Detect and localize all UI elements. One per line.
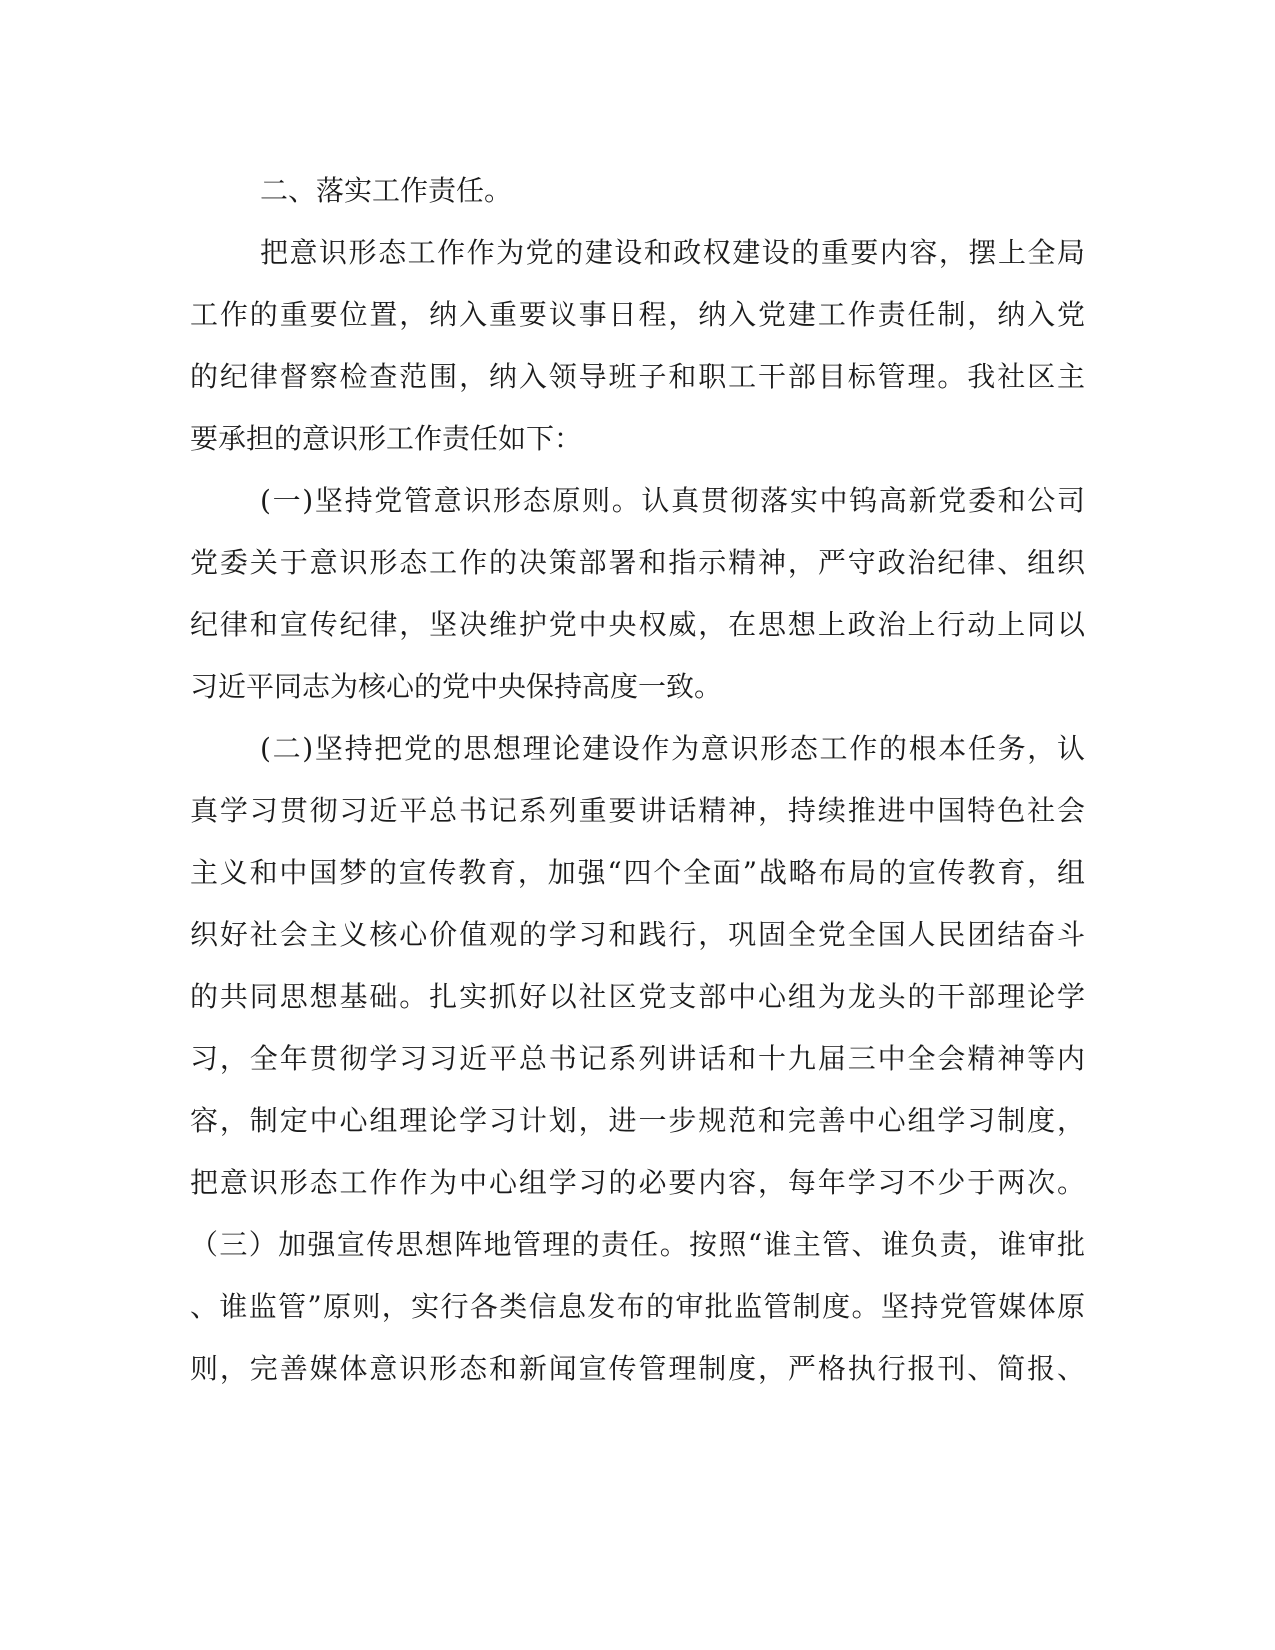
- paragraph-line: 要承担的意识形工作责任如下：: [190, 422, 583, 455]
- paragraph-line: 把意识形态工作作为党的建设和政权建设的重要内容，摆上全局: [260, 236, 1085, 269]
- paragraph-line: 的纪律督察检查范围，纳入领导班子和职工干部目标管理。我社区主: [190, 360, 1085, 393]
- paragraph-line: 则，完善媒体意识形态和新闻宣传管理制度，严格执行报刊、简报、: [190, 1352, 1085, 1385]
- paragraph-line: 党委关于意识形态工作的决策部署和指示精神，严守政治纪律、组织: [190, 546, 1085, 579]
- body-text: [190, 160, 1085, 1400]
- paragraph-line: 的共同思想基础。扎实抓好以社区党支部中心组为龙头的干部理论学: [190, 980, 1085, 1013]
- paragraph-line: 纪律和宣传纪律，坚决维护党中央权威，在思想上政治上行动上同以: [190, 608, 1085, 641]
- paragraph-line: (二)坚持把党的思想理论建设作为意识形态工作的根本任务，认: [260, 732, 1085, 765]
- paragraph-line: 习，全年贯彻学习习近平总书记系列讲话和十九届三中全会精神等内: [190, 1042, 1085, 1075]
- paragraph-line: 主义和中国梦的宣传教育，加强“四个全面”战略布局的宣传教育，组: [190, 856, 1085, 889]
- paragraph-line: 真学习贯彻习近平总书记系列重要讲话精神，持续推进中国特色社会: [190, 794, 1085, 827]
- paragraph-line: 容，制定中心组理论学习计划，进一步规范和完善中心组学习制度，: [190, 1104, 1085, 1137]
- paragraph-line: 工作的重要位置，纳入重要议事日程，纳入党建工作责任制，纳入党: [190, 298, 1085, 331]
- paragraph-line: 、谁监管”原则，实行各类信息发布的审批监管制度。坚持党管媒体原: [190, 1290, 1085, 1323]
- paragraph-line: (一)坚持党管意识形态原则。认真贯彻落实中钨高新党委和公司: [260, 484, 1085, 517]
- paragraph-line: （三）加强宣传思想阵地管理的责任。按照“谁主管、谁负责，谁审批: [190, 1228, 1085, 1261]
- section-heading: 二、落实工作责任。: [260, 174, 513, 207]
- paragraph-line: 习近平同志为核心的党中央保持高度一致。: [190, 670, 723, 703]
- paragraph-line: 把意识形态工作作为中心组学习的必要内容，每年学习不少于两次。: [190, 1166, 1085, 1199]
- paragraph-line: 织好社会主义核心价值观的学习和践行，巩固全党全国人民团结奋斗: [190, 918, 1085, 951]
